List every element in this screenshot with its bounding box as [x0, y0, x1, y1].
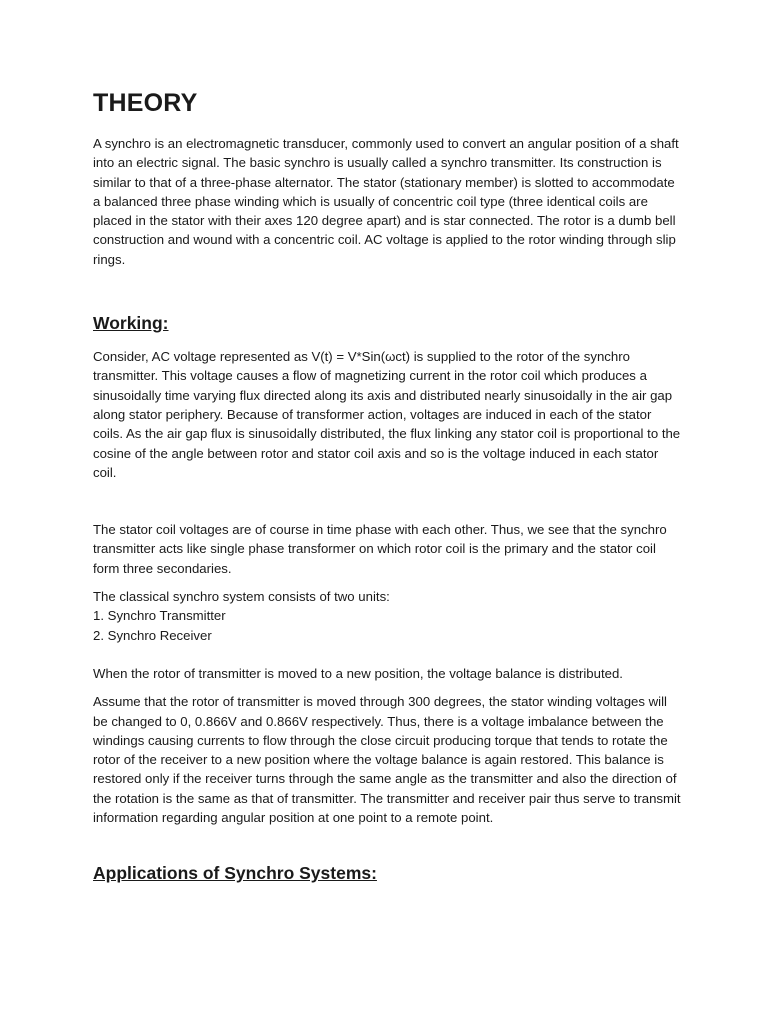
document-page — [93, 88, 683, 884]
classical-intro: The classical synchro system consists of two units: — [93, 589, 390, 605]
applications-heading: Applications of Synchro Systems: — [93, 863, 377, 884]
rotor-moved-paragraph: When the rotor of transmitter is moved to a new position, the voltage balance is distributed. — [93, 665, 623, 681]
page-title: THEORY — [93, 89, 198, 117]
intro-paragraph: A synchro is an electromagnetic transducer, commonly used to convert an angular position of a shaft into an electric signal. The basic synchro is usually called a synchro transmitter. Its construction is similar to that of a three-phase alternator. The stator (stationary member) is slotted to accommodate a balanced three phase winding which is usually of concentric coil type (three identical coils are placed in the stator with their axes 120 degree apart) and is star connected. The rotor is a dumb bell construction and wound with a concentric coil. AC voltage is applied to the rotor winding through slip rings. — [93, 136, 679, 267]
list-item: 2. Synchro Receiver — [93, 627, 212, 643]
assume-paragraph: Assume that the rotor of transmitter is moved through 300 degrees, the stator winding voltages will be changed to 0, 0.866V and 0.866V respectively. Thus, there is a voltage imbalance between the windings causing currents to flow through the close circuit producing torque that tends to rotate the rotor of the receiver to a new position where the voltage balance is again restored. This balance is restored only if the receiver turns through the same angle as the transmitter and also the direction of the rotation is the same as that of transmitter. The transmitter and receiver pair thus serve to transmit information regarding angular position at one point to a remote point. — [93, 694, 681, 826]
working-heading: Working: — [93, 313, 169, 334]
stator-paragraph: The stator coil voltages are of course in time phase with each other. Thus, we see that the synchro transmitter acts like single phase transformer on which rotor coil is the primary and the stator coil form three secondaries. — [93, 522, 667, 576]
list-item: 1. Synchro Transmitter — [93, 608, 226, 624]
classical-system-block — [93, 587, 683, 645]
working-paragraph: Consider, AC voltage represented as V(t) = V*Sin(ωct) is supplied to the rotor of the synchro transmitter. This voltage causes a flow of magnetizing current in the rotor coil which produces a sinusoidally time varying flux directed along its axis and distributed nearly sinusoidally in the air gap along stator periphery. Because of transformer action, voltages are induced in each of the stator coils. As the air gap flux is sinusoidally distributed, the flux linking any stator coil is proportional to the cosine of the angle between rotor and stator coil axis and so is the voltage induced in each stator coil. — [93, 349, 681, 480]
